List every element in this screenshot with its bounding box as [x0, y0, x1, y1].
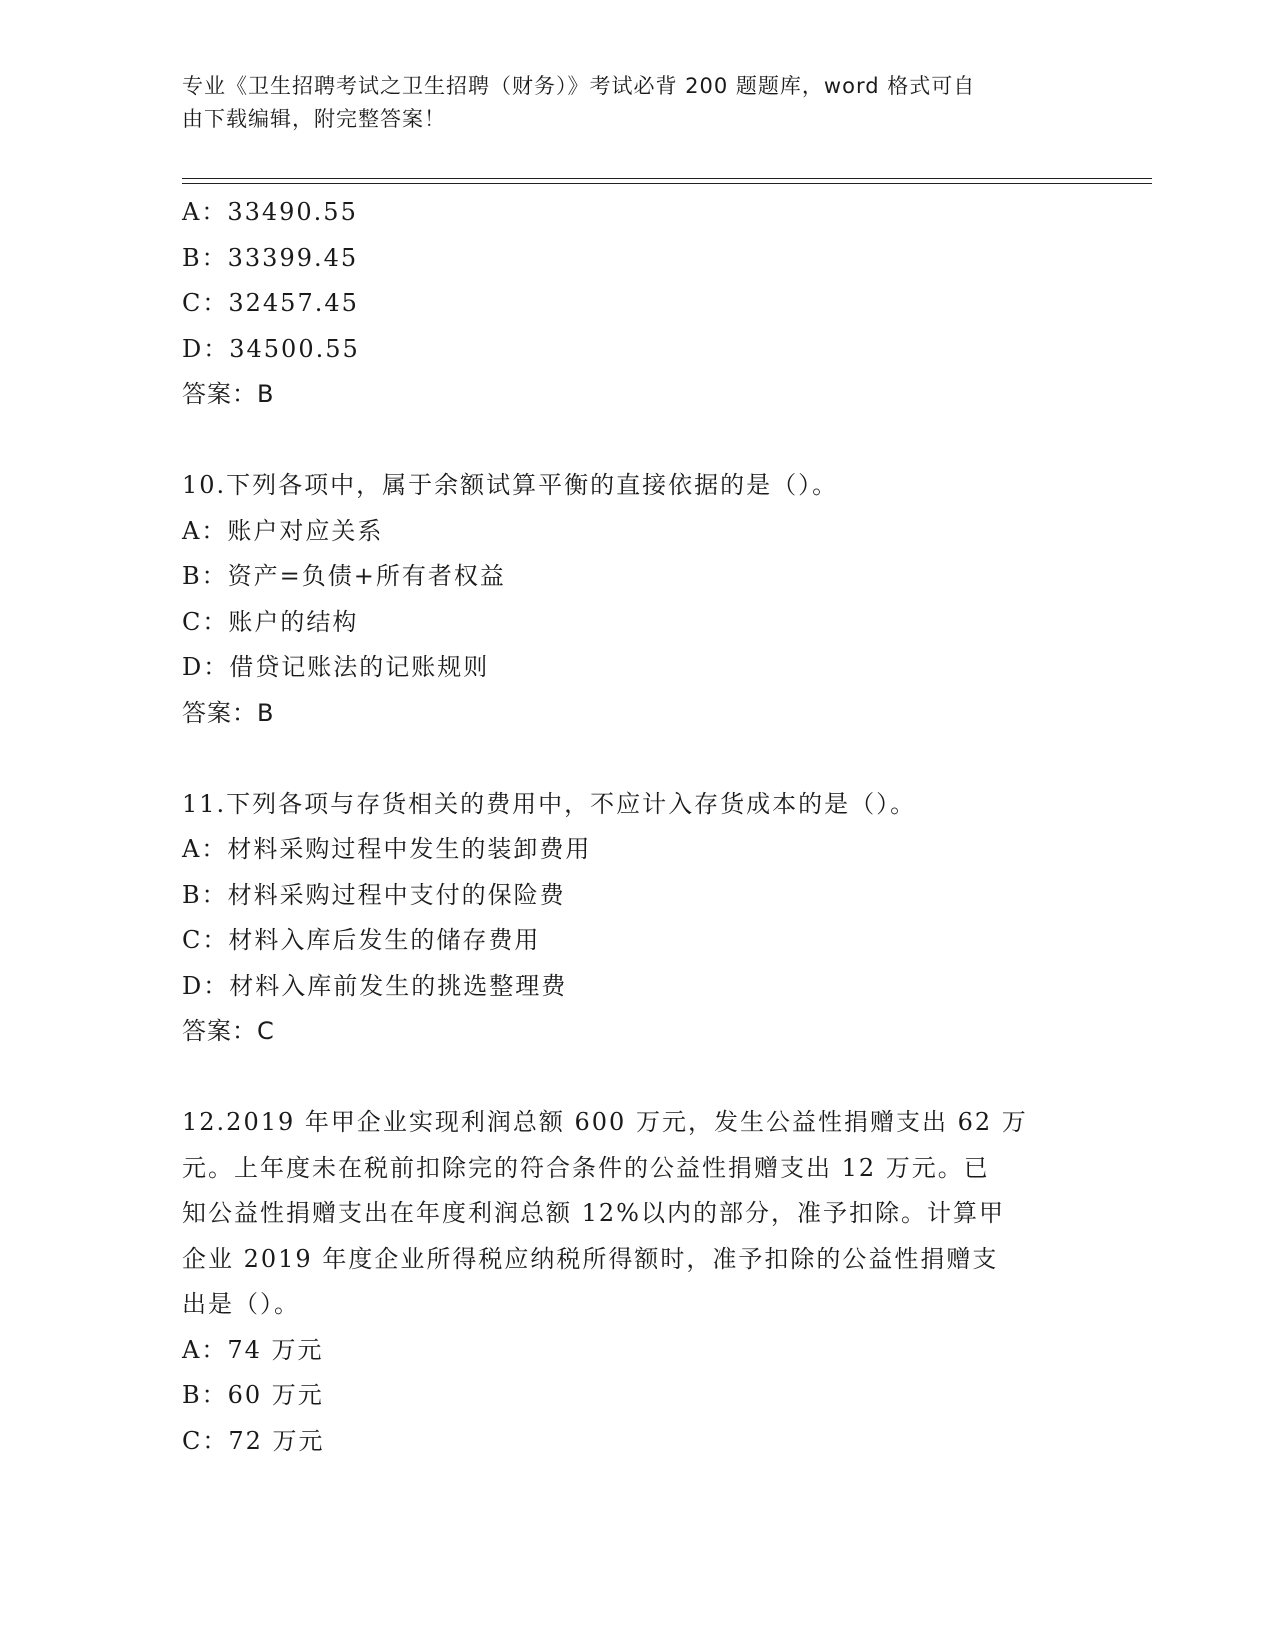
spacer — [182, 1055, 1082, 1101]
document-body — [182, 190, 1082, 1464]
option-a: A：74 万元 — [182, 1335, 324, 1364]
option-c: C：账户的结构 — [182, 607, 359, 636]
question-stem-line-2: 元。上年度未在税前扣除完的符合条件的公益性捐赠支出 12 万元。已 — [182, 1153, 990, 1182]
question-stem-line-3: 知公益性捐赠支出在年度利润总额 12%以内的部分，准予扣除。计算甲 — [182, 1199, 1005, 1227]
question-11 — [182, 782, 1082, 1055]
header-divider-bottom — [182, 183, 1152, 184]
option-b: B：33399.45 — [182, 243, 359, 272]
question-10 — [182, 463, 1082, 736]
option-d: D：材料入库前发生的挑选整理费 — [182, 971, 568, 1000]
option-a: A：材料采购过程中发生的装卸费用 — [182, 835, 592, 863]
header-line-1: 专业《卫生招聘考试之卫生招聘（财务）》考试必背 200 题题库，word 格式可自 — [182, 74, 976, 98]
option-a: A：账户对应关系 — [182, 516, 384, 545]
document-header — [182, 70, 1062, 136]
spacer — [182, 736, 1082, 782]
option-c: C：72 万元 — [182, 1426, 325, 1455]
answer: 答案：B — [182, 380, 275, 408]
option-d: D：借贷记账法的记账规则 — [182, 653, 490, 681]
option-b: B：资产=负债+所有者权益 — [182, 562, 506, 590]
answer: 答案：C — [182, 1017, 275, 1045]
option-b: B：60 万元 — [182, 1381, 324, 1409]
option-c: C：32457.45 — [182, 289, 359, 317]
header-divider-top — [182, 178, 1152, 179]
header-line-2: 由下载编辑，附完整答案！ — [182, 107, 446, 131]
option-a: A：33490.55 — [182, 198, 358, 226]
question-stem-line-5: 出是（）。 — [182, 1290, 300, 1318]
option-c: C：材料入库后发生的储存费用 — [182, 926, 541, 954]
question-stem: 11.下列各项与存货相关的费用中，不应计入存货成本的是（）。 — [182, 789, 917, 818]
question-stem-line-4: 企业 2019 年度企业所得税应纳税所得额时，准予扣除的公益性捐赠支 — [182, 1244, 999, 1273]
question-12 — [182, 1100, 1082, 1464]
option-d: D：34500.55 — [182, 334, 360, 363]
question-9 — [182, 190, 1082, 418]
spacer — [182, 418, 1082, 464]
option-b: B：材料采购过程中支付的保险费 — [182, 880, 566, 909]
question-stem: 10.下列各项中，属于余额试算平衡的直接依据的是（）。 — [182, 471, 839, 499]
question-stem-line-1: 12.2019 年甲企业实现利润总额 600 万元，发生公益性捐赠支出 62 万 — [182, 1108, 1028, 1136]
answer: 答案：B — [182, 698, 275, 727]
